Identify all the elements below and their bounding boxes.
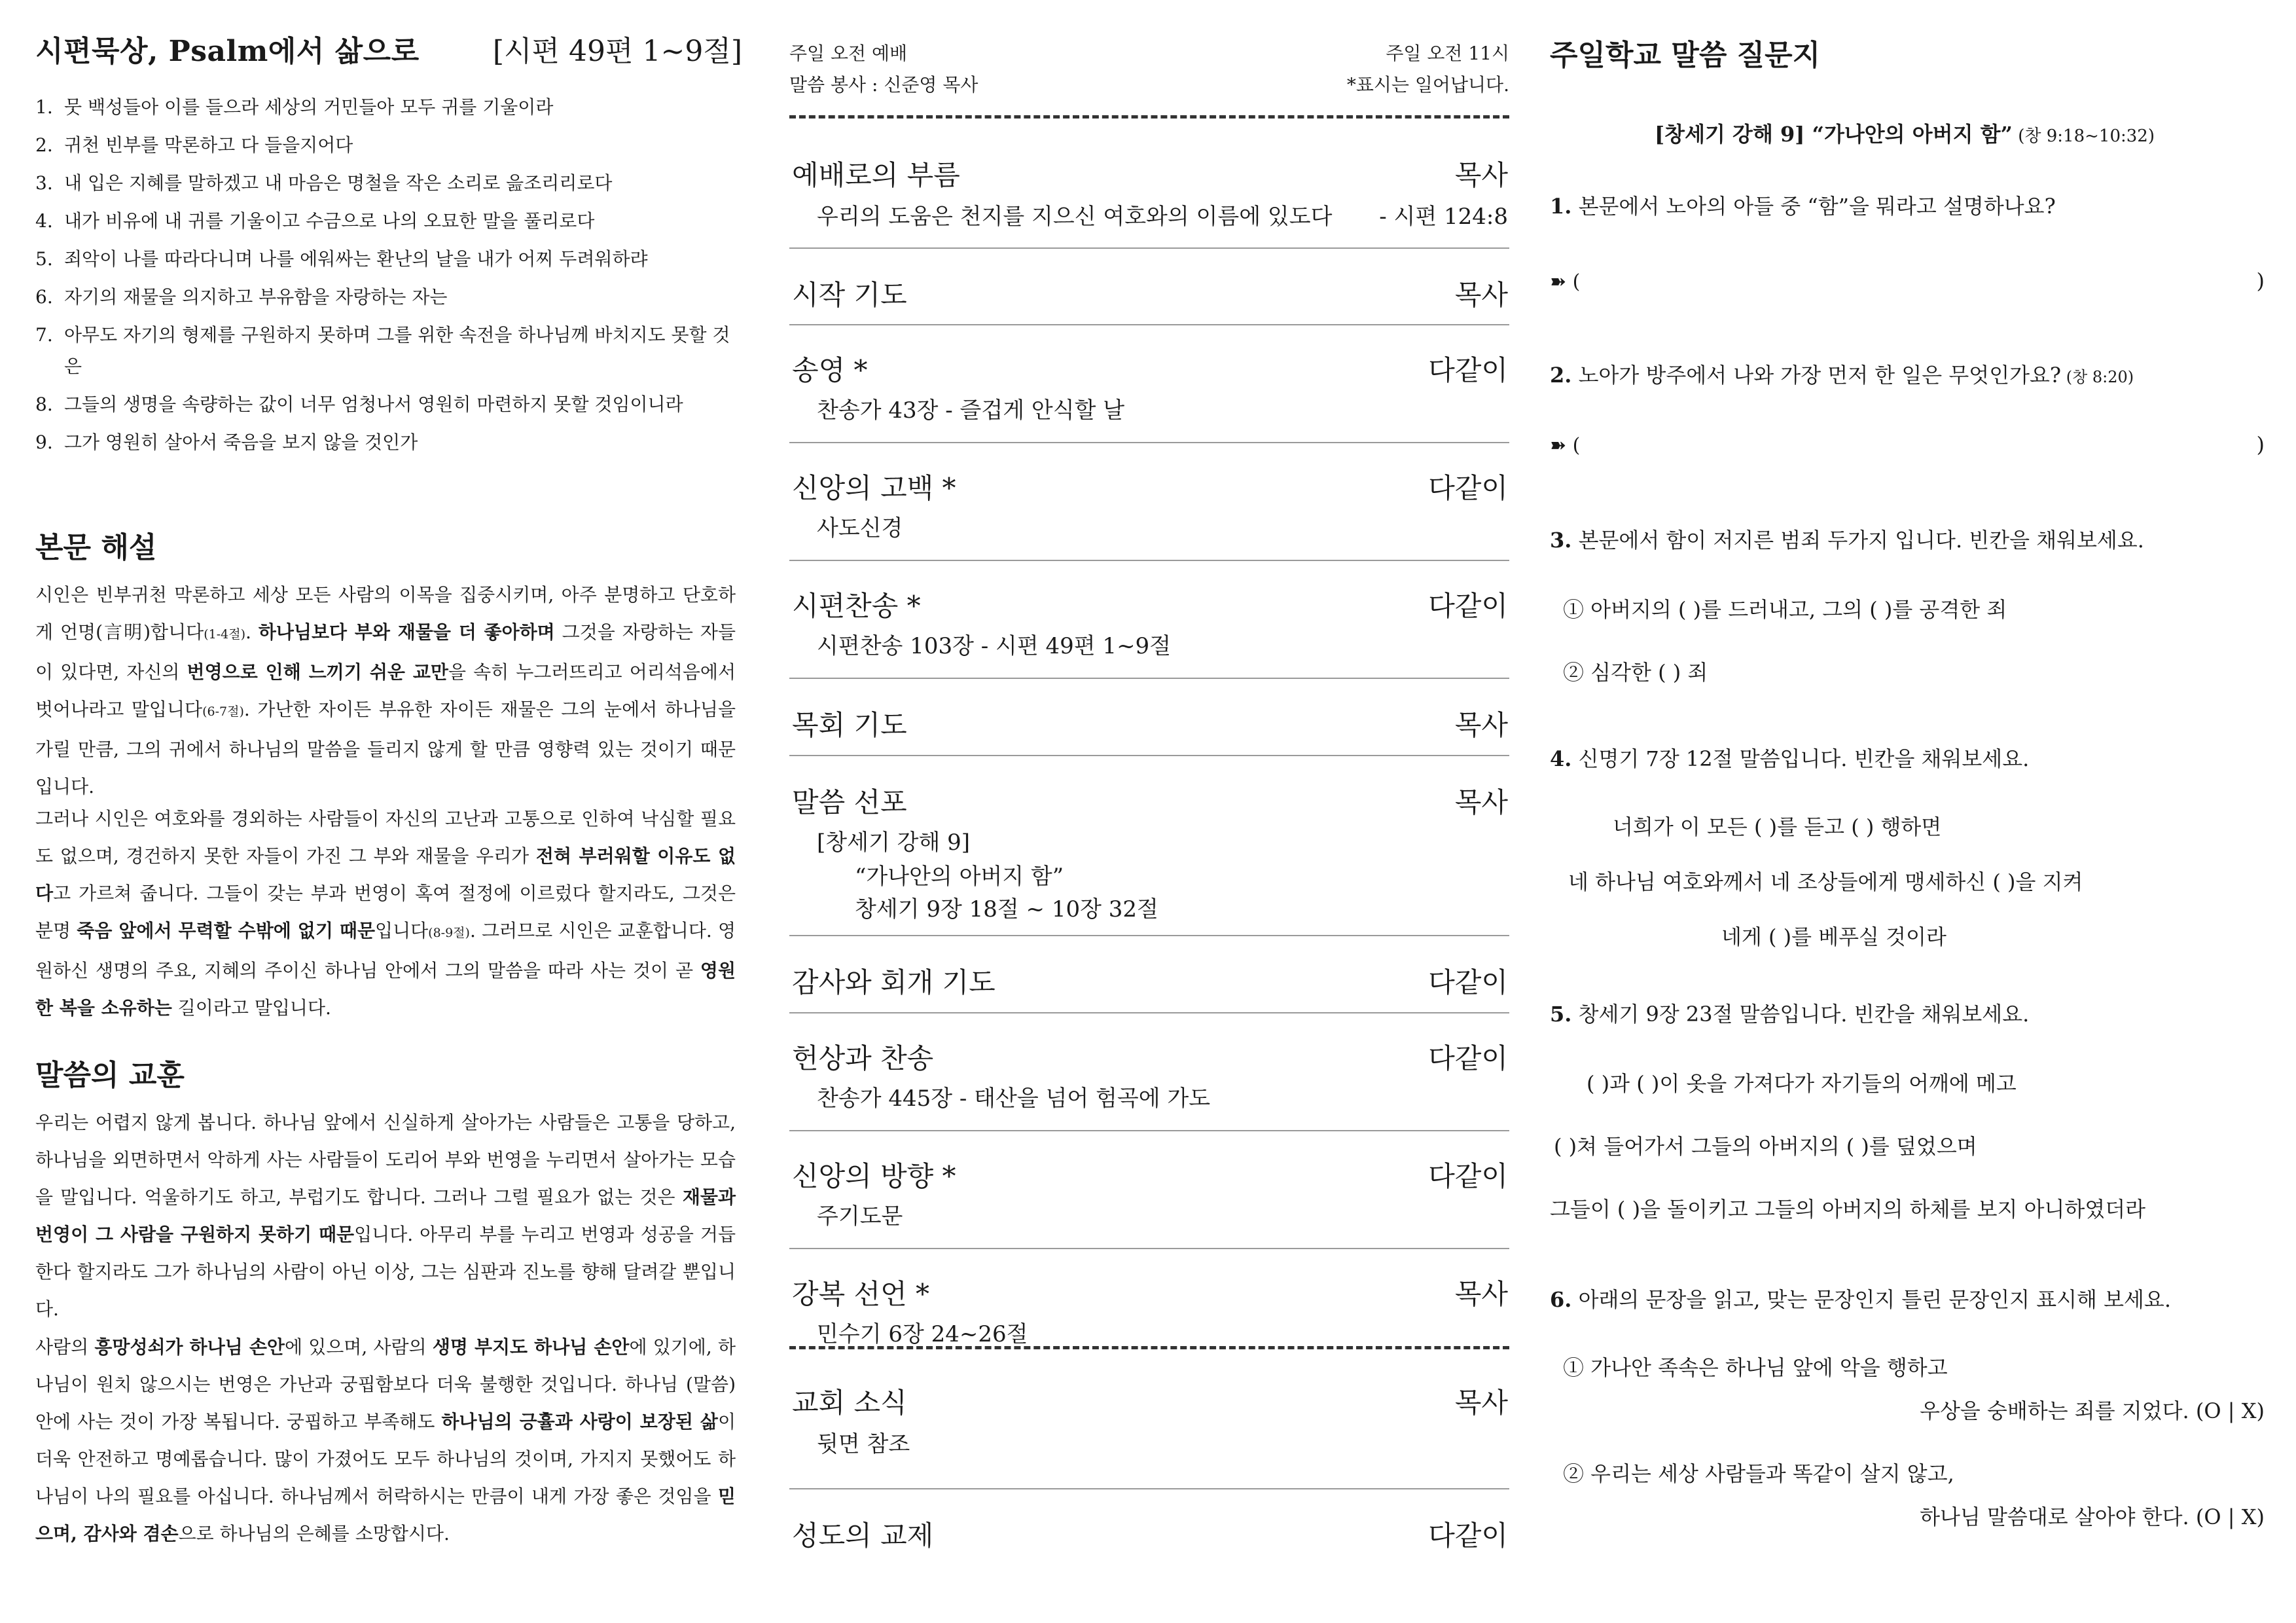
sermon-series-reference: (창 9:18~10:32): [2012, 126, 2155, 146]
item-detail: 우리의 도움은 천지를 지으신 여호와의 이름에 있도다: [817, 204, 1333, 230]
sermon-passage: 창세기 9장 18절 ~ 10장 32절: [855, 896, 1158, 922]
psalm-reference: [시편 49편 1~9절]: [492, 35, 742, 68]
question-reference: (창 8:20): [2061, 368, 2134, 386]
psalm-verse: [31, 427, 738, 458]
psalm-verse: [31, 244, 738, 275]
question-text: 신명기 7장 12절 말씀입니다. 빈칸을 채워보세요.: [1571, 746, 2030, 771]
item-leader: 다같이: [1428, 966, 1508, 998]
paragraph-text: 사람의: [35, 1336, 95, 1358]
fill-in-line[interactable]: ( )과 ( )이 옷을 가져다가 자기들의 어깨에 메고: [1587, 1071, 2017, 1096]
item-leader: 목사: [1454, 1278, 1508, 1310]
question-4: [1550, 742, 2029, 773]
paragraph-text: 입니다: [375, 920, 429, 941]
worship-item: [789, 679, 1509, 756]
paragraph-text: 시인은 빈부귀천 막론하고 세상 모든 사람의 이목을 집중시키며, 아주 분명하고 단호하게 언명(言明)합니다: [35, 584, 736, 643]
answer-close-paren: ): [2256, 432, 2265, 457]
dashed-divider: [789, 1346, 1509, 1349]
emphasis-text: 죽음 앞에서 무력할 수밖에 없기 때문: [77, 920, 376, 941]
questionnaire-subtitle: [1545, 118, 2265, 148]
worship-item: [789, 1131, 1509, 1249]
standing-note: *표시는 일어납니다.: [1346, 74, 1509, 96]
paragraph-text: 입니다. 아무리 부를 누리고 번영과 성공을 거듭한다 할지라도 그가 하나님의 사람이 아닌 이상, 그는 심판과 진노를 향해 달려갈 뿐입니다.: [35, 1224, 736, 1320]
verse-text: 아무도 자기의 형제를 구원하지 못하며 그를 위한 속전을 하나님께 바치지도 못할 것은: [64, 324, 730, 377]
service-time: 주일 오전 11시: [1386, 43, 1509, 64]
verse-number: 2.: [35, 134, 53, 156]
verse-text: 죄악이 나를 따라다니며 나를 에워싸는 환난의 날을 내가 어찌 두려워하랴: [64, 248, 648, 270]
worship-items: [789, 128, 1509, 1357]
psalm-verse: [31, 319, 738, 382]
commentary-heading: 본문 해설: [35, 531, 157, 564]
item-name: 송영 *: [792, 354, 868, 386]
question-number: 1.: [1550, 194, 1572, 219]
psalm-verse: [31, 389, 738, 420]
item-detail: 사도신경: [817, 515, 903, 541]
verse-text: 뭇 백성들아 이를 들으라 세상의 거민들아 모두 귀를 기울이라: [64, 96, 554, 118]
verse-number: 5.: [35, 248, 53, 270]
worship-item: [789, 325, 1509, 443]
worship-item: [789, 1351, 1509, 1489]
item-name: 신앙의 방향 *: [792, 1160, 956, 1192]
item-leader: 다같이: [1428, 590, 1508, 622]
question-1: [1550, 190, 2056, 220]
emphasis-text: 재물과 번영이 그 사람을 구원하지 못하기 때문: [35, 1186, 736, 1245]
question-text: 아래의 문장을 읽고, 맞는 문장인지 틀린 문장인지 표시해 보세요.: [1571, 1287, 2172, 1312]
post-service-items: [789, 1351, 1509, 1555]
question-5: [1550, 998, 2029, 1028]
verse-number: 9.: [35, 431, 53, 453]
item-name: 감사와 회개 기도: [792, 966, 996, 998]
psalm-meditation-column: [31, 0, 745, 1623]
arrow-icon: ➽ (: [1550, 270, 1581, 293]
item-detail: 뒷면 참조: [817, 1431, 910, 1457]
order-of-worship-column: [789, 0, 1515, 1623]
paragraph-text: 그러나 시인은 여호와를 경외하는 사람들이 자신의 고난과 고통으로 인하여 낙심할 필요도 없으며, 경건하지 못한 자들이 가진 그 부와 재물을 우리가: [35, 808, 736, 867]
question-text: 본문에서 함이 저지른 범죄 두가지 입니다. 빈칸을 채워보세요.: [1571, 528, 2144, 553]
paragraph-text: .: [245, 621, 259, 643]
psalm-title-row: [35, 27, 742, 73]
verse-number: 7.: [35, 324, 53, 346]
verse-number: 4.: [35, 210, 53, 232]
service-preacher: 말씀 봉사 : 신준영 목사: [789, 74, 978, 96]
item-detail: [창세기 강해 9]: [817, 830, 970, 856]
item-name: 교회 소식: [792, 1387, 907, 1419]
worship-item: [789, 936, 1509, 1013]
verse-text: 내 입은 지혜를 말하겠고 내 마음은 명철을 작은 소리로 읊조리리로다: [64, 172, 613, 194]
worship-item: [789, 561, 1509, 679]
sermon-title: “가나안의 아버지 함”: [855, 864, 1064, 890]
paragraph-text: 길이라고 말입니다.: [171, 997, 331, 1019]
question-text: 노아가 방주에서 나와 가장 먼저 한 일은 무엇인가요?: [1571, 363, 2062, 388]
item-detail: 찬송가 445장 - 태산을 넘어 험곡에 가도: [817, 1085, 1211, 1112]
item-detail-reference: - 시편 124:8: [1379, 204, 1508, 230]
paragraph-text: . 그러므로 시인은 교훈합니다. 영원하신 생명의 주요, 지혜의 주이신 하나님 안에서 그의 말씀을 따라 사는 것이 곧: [35, 920, 736, 981]
verse-number: 6.: [35, 286, 53, 308]
statement-a-line2-with-choice[interactable]: 우상을 숭배하는 죄를 지었다. (O | X): [1920, 1398, 2265, 1423]
paragraph-text: 에 있기에, 하나님이 원치 않으시는 번영은 가난과 궁핍함보다 더욱 불행한 것입니다. 하나님 (말씀) 안에 사는 것이 가장 복됩니다. 궁핍하고 부족해도: [35, 1336, 736, 1432]
item-name: 신앙의 고백 *: [792, 472, 956, 504]
commentary-paragraph: [35, 576, 736, 805]
worship-item: [789, 443, 1509, 561]
question-number: 3.: [1550, 528, 1572, 553]
verse-ref-text: (8-9절): [428, 926, 470, 940]
paragraph-text: 을 속히 누그러뜨리고 어리석음에서 벗어나라고 말입니다: [35, 661, 736, 720]
question-text: 창세기 9장 23절 말씀입니다. 빈칸을 채워보세요.: [1571, 1002, 2030, 1027]
statement-a-line1: ① 가나안 족속은 하나님 앞에 악을 행하고: [1563, 1355, 1948, 1380]
item-detail: 주기도문: [817, 1203, 903, 1230]
questionnaire-title: 주일학교 말씀 질문지: [1550, 39, 1821, 72]
item-leader: 다같이: [1428, 1042, 1508, 1074]
fill-in-line[interactable]: ① 아버지의 ( )를 드러내고, 그의 ( )를 공격한 죄: [1563, 597, 2007, 622]
emphasis-text: 생명 부지도 하나님 손안: [432, 1336, 630, 1358]
emphasis-text: 전혀 부러워할 이유도 없다: [35, 845, 736, 904]
commentary-paragraph: [35, 800, 736, 1027]
psalm-verse: [31, 130, 738, 161]
paragraph-text: 고 가르쳐 줍니다. 그들이 갖는 부과 번영이 혹여 절정에 이르렀다 할지라도, 그것은 분명: [35, 883, 736, 941]
question-number: 5.: [1550, 1002, 1572, 1027]
emphasis-text: 하나님보다 부와 재물을 더 좋아하며: [258, 621, 555, 643]
worship-item: [789, 128, 1509, 249]
question-6: [1550, 1283, 2171, 1313]
emphasis-text: 믿으며, 감사와 겸손: [35, 1486, 736, 1544]
item-leader: 목사: [1454, 709, 1508, 741]
psalm-verse: [31, 92, 738, 123]
verse-text: 그들의 생명을 속량하는 값이 너무 엄청나서 영원히 마련하지 못할 것임이니라: [64, 393, 683, 415]
item-name: 강복 선언 *: [792, 1278, 929, 1310]
item-name: 헌상과 찬송: [792, 1042, 934, 1074]
worship-item: [789, 249, 1509, 325]
statement-b-line1: ② 우리는 세상 사람들과 똑같이 살지 않고,: [1563, 1461, 1954, 1486]
emphasis-text: 번영으로 인해 느끼기 쉬운 교만: [187, 661, 448, 683]
sunday-school-column: [1545, 0, 2265, 1623]
verse-ref-text: (6-7절): [202, 704, 244, 719]
question-number: 6.: [1550, 1287, 1572, 1312]
item-leader: 다같이: [1428, 1160, 1508, 1192]
item-name: 말씀 선포: [792, 786, 907, 818]
paragraph-text: 이 더욱 안전하고 명예롭습니다. 많이 가졌어도 모두 하나님의 것이며, 가지지 못했어도 하나님이 나의 필요를 아십니다. 하나님께서 허락하시는 만큼이 내게 가장 좋은 것임을: [35, 1411, 736, 1507]
item-detail: 시편찬송 103장 - 시편 49편 1~9절: [817, 633, 1172, 659]
emphasis-text: 하나님의 긍휼과 사랑이 보장된 삶: [441, 1411, 718, 1432]
service-name: 주일 오전 예배: [789, 43, 908, 64]
item-leader: 다같이: [1428, 1520, 1508, 1552]
item-leader: 목사: [1454, 786, 1508, 818]
question-text: 본문에서 노아의 아들 중 “함”을 뭐라고 설명하나요?: [1571, 194, 2056, 219]
fill-in-line[interactable]: ( )쳐 들어가서 그들의 아버지의 ( )를 덮었으며: [1554, 1134, 1977, 1159]
arrow-icon: ➽ (: [1550, 434, 1581, 457]
sermon-series-title: [창세기 강해 9] “가나안의 아버지 함”: [1655, 122, 2013, 147]
statement-b-line2-with-choice[interactable]: 하나님 말씀대로 살아야 한다. (O | X): [1920, 1504, 2265, 1529]
lesson-heading: 말씀의 교훈: [35, 1059, 185, 1092]
fill-in-line[interactable]: ② 심각한 ( ) 죄: [1563, 660, 1708, 685]
item-name: 목회 기도: [792, 709, 907, 741]
paragraph-text: . 가난한 자이든 부유한 자이든 재물은 그의 눈에서 하나님을 가릴 만큼, 그의 귀에서 하나님의 말씀을 들리지 않게 할 만큼 영향력 있는 것이기 때문입니다.: [35, 699, 736, 797]
paragraph-text: 으로 하나님의 은혜를 소망합시다.: [178, 1523, 450, 1544]
verse-text: 그가 영원히 살아서 죽음을 보지 않을 것인가: [64, 431, 418, 453]
worship-item: [789, 1249, 1509, 1357]
emphasis-text: 흥망성쇠가 하나님 손안: [94, 1336, 285, 1358]
lesson-paragraph: [35, 1328, 736, 1552]
fill-in-line[interactable]: 네 하나님 여호와께서 네 조상들에게 맹세하신 ( )을 지켜: [1568, 869, 2083, 894]
psalm-verse: [31, 282, 738, 313]
paragraph-text: 우리는 어렵지 않게 봅니다. 하나님 앞에서 신실하게 살아가는 사람들은 고통을 당하고, 하나님을 외면하면서 악하게 사는 사람들이 도리어 부와 번영을 누리면서 살아가는 모습을 말입니다. 억울하기도 하고, 부럽기도 합니다. 그러나 그럴 필요가 없는 것은: [35, 1112, 736, 1208]
question-number: 4.: [1550, 746, 1572, 771]
item-leader: 목사: [1454, 159, 1508, 191]
worship-item: [789, 1489, 1509, 1555]
fill-in-line[interactable]: 네게 ( )를 베푸실 것이라: [1721, 924, 1946, 949]
item-detail: 찬송가 43장 - 즐겁게 안식할 날: [817, 397, 1125, 424]
item-name: 성도의 교제: [792, 1520, 934, 1552]
psalm-verse: [31, 168, 738, 199]
item-name: 시편찬송 *: [792, 590, 921, 622]
paragraph-text: 에 있으며, 사람의: [284, 1336, 433, 1358]
psalm-title: 시편묵상, Psalm에서 삶으로: [35, 35, 420, 68]
question-3: [1550, 524, 2144, 554]
question-number: 2.: [1550, 363, 1572, 388]
verse-ref-text: (1-4절): [204, 627, 245, 642]
answer-blank-2[interactable]: [1550, 432, 2265, 457]
verse-text: 귀천 빈부를 막론하고 다 들을지어다: [64, 134, 353, 156]
answer-close-paren: ): [2256, 268, 2265, 293]
fill-in-line[interactable]: 그들이 ( )을 돌이키고 그들의 아버지의 하체를 보지 아니하였더라: [1550, 1197, 2146, 1222]
verse-text: 내가 비유에 내 귀를 기울이고 수금으로 나의 오묘한 말을 풀리로다: [64, 210, 595, 232]
verse-text: 자기의 재물을 의지하고 부유함을 자랑하는 자는: [64, 286, 448, 308]
item-leader: 다같이: [1428, 472, 1508, 504]
dashed-divider: [789, 115, 1509, 119]
psalm-verse-list: [31, 92, 738, 465]
question-2: [1550, 359, 2134, 389]
lesson-paragraph: [35, 1104, 736, 1328]
worship-item: [789, 1013, 1509, 1131]
item-detail: 민수기 6장 24~26절: [817, 1321, 1028, 1347]
verse-number: 8.: [35, 393, 53, 415]
item-name: 예배로의 부름: [792, 159, 960, 191]
item-name: 시작 기도: [792, 279, 907, 311]
item-leader: 목사: [1454, 1387, 1508, 1419]
psalm-verse: [31, 206, 738, 237]
verse-number: 3.: [35, 172, 53, 194]
answer-blank-1[interactable]: [1550, 268, 2265, 293]
worship-item: [789, 756, 1509, 936]
item-leader: 다같이: [1428, 354, 1508, 386]
item-leader: 목사: [1454, 279, 1508, 311]
fill-in-line[interactable]: 너희가 이 모든 ( )를 듣고 ( ) 행하면: [1613, 814, 1942, 839]
verse-number: 1.: [35, 96, 53, 118]
emphasis-text: 영원한 복을 소유하는: [35, 960, 736, 1019]
paragraph-text: 그것을 자랑하는 자들이 있다면, 자신의: [35, 621, 736, 683]
